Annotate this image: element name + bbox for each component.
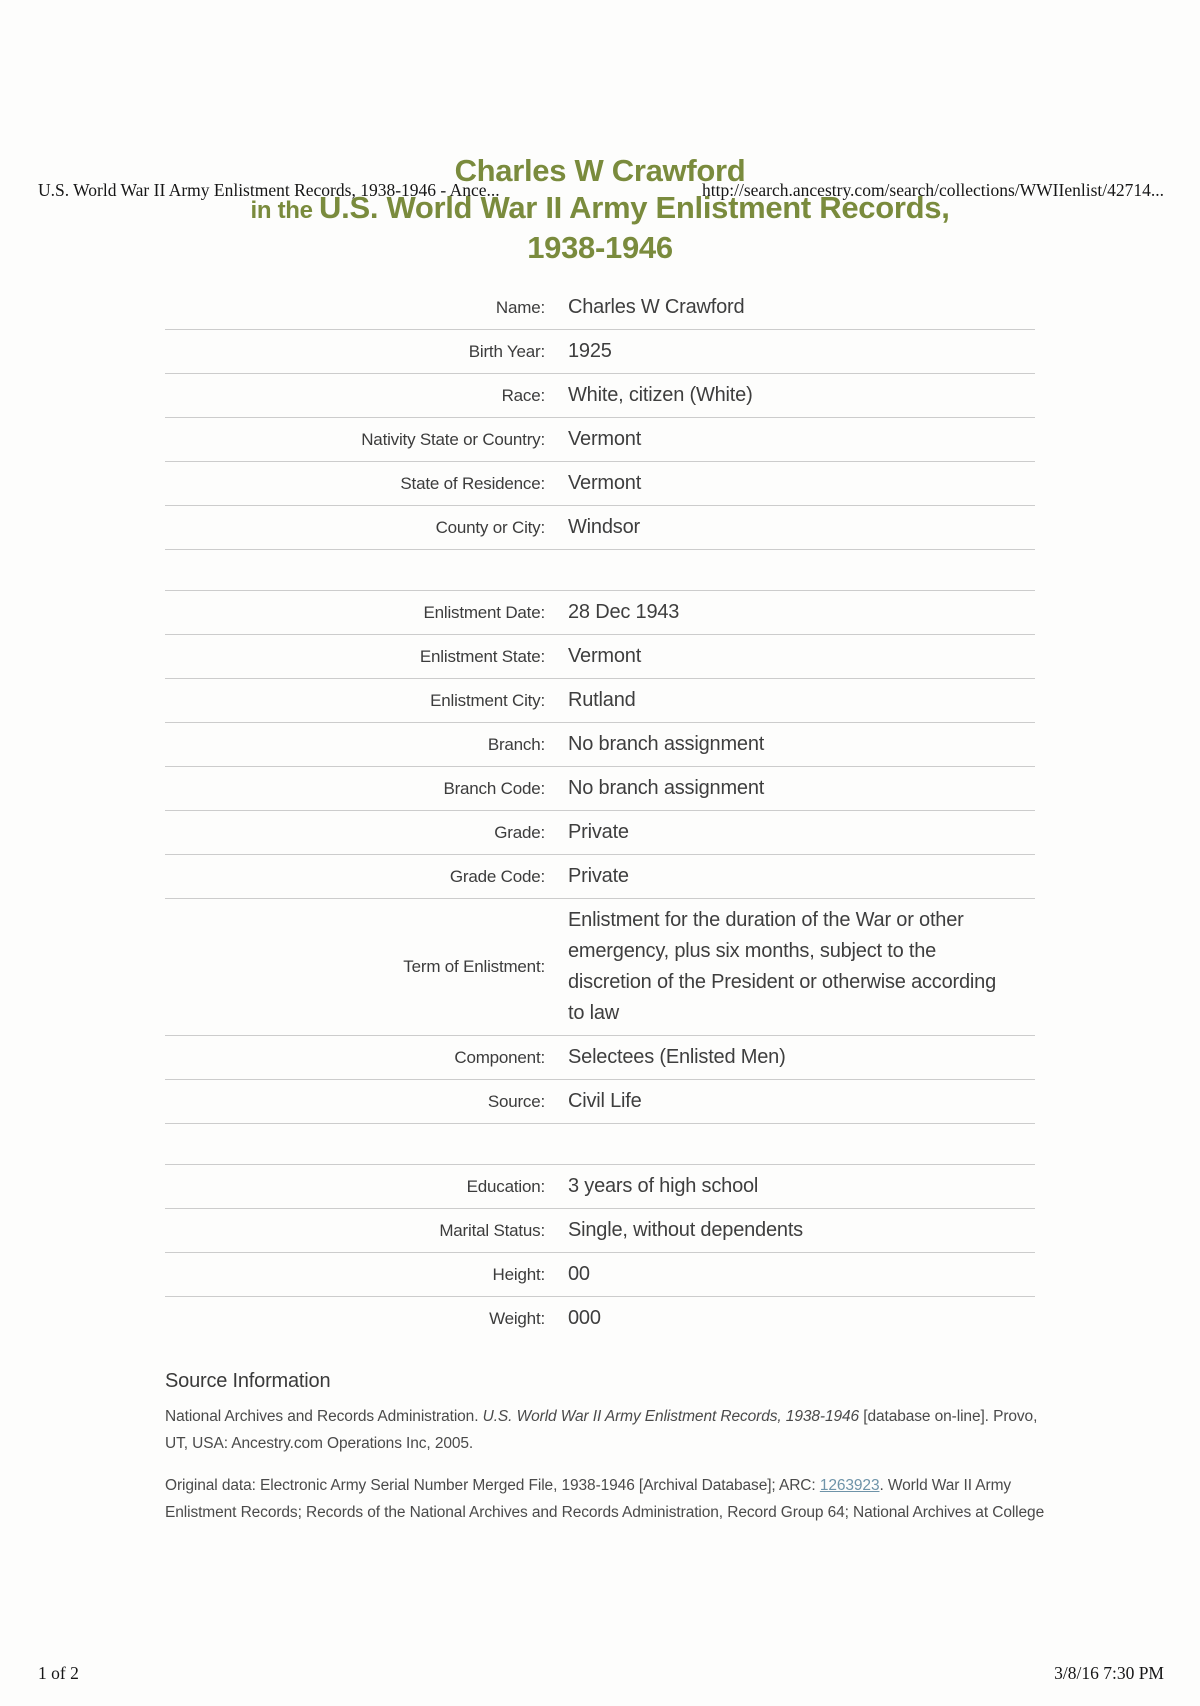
field-label: Name: bbox=[495, 297, 545, 317]
original-data-suffix: . World War II Army Enlistment Records; Records of the National Archives and Records Administration, Record Group 64; National Archives at College bbox=[165, 1477, 1045, 1521]
citation-paragraph bbox=[165, 1403, 1045, 1457]
field-label: Marital Status: bbox=[439, 1220, 545, 1240]
field-label: County or City: bbox=[435, 517, 545, 537]
record-row bbox=[165, 286, 1035, 330]
field-value: No branch assignment bbox=[568, 777, 765, 799]
person-name: Charles W Crawford bbox=[454, 153, 746, 188]
field-value: Single, without dependents bbox=[568, 1219, 803, 1241]
record-row bbox=[165, 679, 1035, 723]
field-label: Birth Year: bbox=[468, 341, 545, 361]
document-title: U.S. World War II Army Enlistment Records, 1938-1946 - Ance... bbox=[38, 180, 500, 200]
field-value: Rutland bbox=[568, 689, 636, 711]
record-row bbox=[165, 330, 1035, 374]
source-information bbox=[165, 1370, 1045, 1526]
record-row bbox=[165, 462, 1035, 506]
page-footer bbox=[38, 1663, 1164, 1684]
page-number: 1 of 2 bbox=[38, 1663, 79, 1683]
document-url: http://search.ancestry.com/search/collections/WWIIenlist/42714... bbox=[702, 180, 1164, 200]
citation-suffix: [database on-line]. Provo, UT, USA: Ancestry.com Operations Inc, 2005. bbox=[165, 1408, 1038, 1452]
record-row bbox=[165, 635, 1035, 679]
citation-prefix: National Archives and Records Administration. bbox=[165, 1408, 483, 1425]
field-value: Civil Life bbox=[568, 1090, 642, 1112]
field-label: Weight: bbox=[489, 1308, 545, 1328]
field-value: Private bbox=[568, 821, 629, 843]
field-label: Source: bbox=[487, 1091, 545, 1111]
record-row-spacer bbox=[165, 550, 1035, 591]
field-value: 28 Dec 1943 bbox=[568, 601, 680, 623]
print-timestamp: 3/8/16 7:30 PM bbox=[1054, 1663, 1164, 1683]
field-label: Enlistment State: bbox=[419, 646, 545, 666]
field-value: 3 years of high school bbox=[568, 1175, 759, 1197]
record-row bbox=[165, 723, 1035, 767]
field-value: Private bbox=[568, 865, 629, 887]
field-value: 000 bbox=[568, 1307, 601, 1329]
arc-link[interactable]: 1263923 bbox=[819, 1477, 880, 1494]
print-header bbox=[38, 180, 1164, 201]
citation-title: U.S. World War II Army Enlistment Records, 1938-1946 bbox=[482, 1408, 860, 1425]
field-label: Race: bbox=[501, 385, 545, 405]
field-value: Vermont bbox=[568, 428, 642, 450]
record-row bbox=[165, 1036, 1035, 1080]
field-label: Branch: bbox=[487, 734, 545, 754]
record-row bbox=[165, 1080, 1035, 1124]
field-value: No branch assignment bbox=[568, 733, 765, 755]
field-label: Height: bbox=[492, 1264, 545, 1284]
record-row bbox=[165, 418, 1035, 462]
collection-name: U.S. World War II Army Enlistment Records, bbox=[319, 190, 950, 225]
record-title bbox=[0, 152, 1200, 266]
record-row bbox=[165, 899, 1035, 1036]
field-value: Enlistment for the duration of the War or other emergency, plus six months, subject to the discretion of the President or otherwise according to law bbox=[568, 909, 997, 1024]
record-row bbox=[165, 811, 1035, 855]
field-value: Charles W Crawford bbox=[568, 296, 745, 318]
field-label: Term of Enlistment: bbox=[403, 957, 545, 976]
collection-years: 1938-1946 bbox=[527, 230, 673, 265]
record-row bbox=[165, 591, 1035, 635]
field-label: Branch Code: bbox=[443, 778, 545, 798]
record-row bbox=[165, 506, 1035, 550]
source-heading: Source Information bbox=[165, 1370, 331, 1392]
field-value: Vermont bbox=[568, 472, 642, 494]
field-value: Vermont bbox=[568, 645, 642, 667]
field-label: Enlistment Date: bbox=[423, 602, 545, 622]
field-label: Component: bbox=[454, 1047, 545, 1067]
record-row bbox=[165, 374, 1035, 418]
field-label: Education: bbox=[466, 1176, 545, 1196]
record-row bbox=[165, 767, 1035, 811]
field-value: 00 bbox=[568, 1263, 590, 1285]
record-row bbox=[165, 1165, 1035, 1209]
record-row bbox=[165, 855, 1035, 899]
field-label: Grade: bbox=[494, 822, 545, 842]
field-label: State of Residence: bbox=[400, 473, 545, 493]
record-table bbox=[165, 286, 1035, 1340]
field-label: Enlistment City: bbox=[430, 690, 545, 710]
record-row-spacer bbox=[165, 1124, 1035, 1165]
field-value: 1925 bbox=[568, 340, 612, 362]
record-row bbox=[165, 1297, 1035, 1340]
field-value: White, citizen (White) bbox=[568, 384, 753, 406]
record-row bbox=[165, 1253, 1035, 1297]
title-connector: in the bbox=[250, 197, 320, 224]
record-row bbox=[165, 1209, 1035, 1253]
field-label: Nativity State or Country: bbox=[361, 429, 545, 449]
field-label: Grade Code: bbox=[449, 866, 545, 886]
field-value: Selectees (Enlisted Men) bbox=[568, 1046, 786, 1068]
field-value: Windsor bbox=[568, 516, 640, 538]
original-data-paragraph bbox=[165, 1472, 1045, 1526]
original-data-prefix: Original data: Electronic Army Serial Number Merged File, 1938-1946 [Archival Database]; ARC: bbox=[165, 1477, 820, 1494]
